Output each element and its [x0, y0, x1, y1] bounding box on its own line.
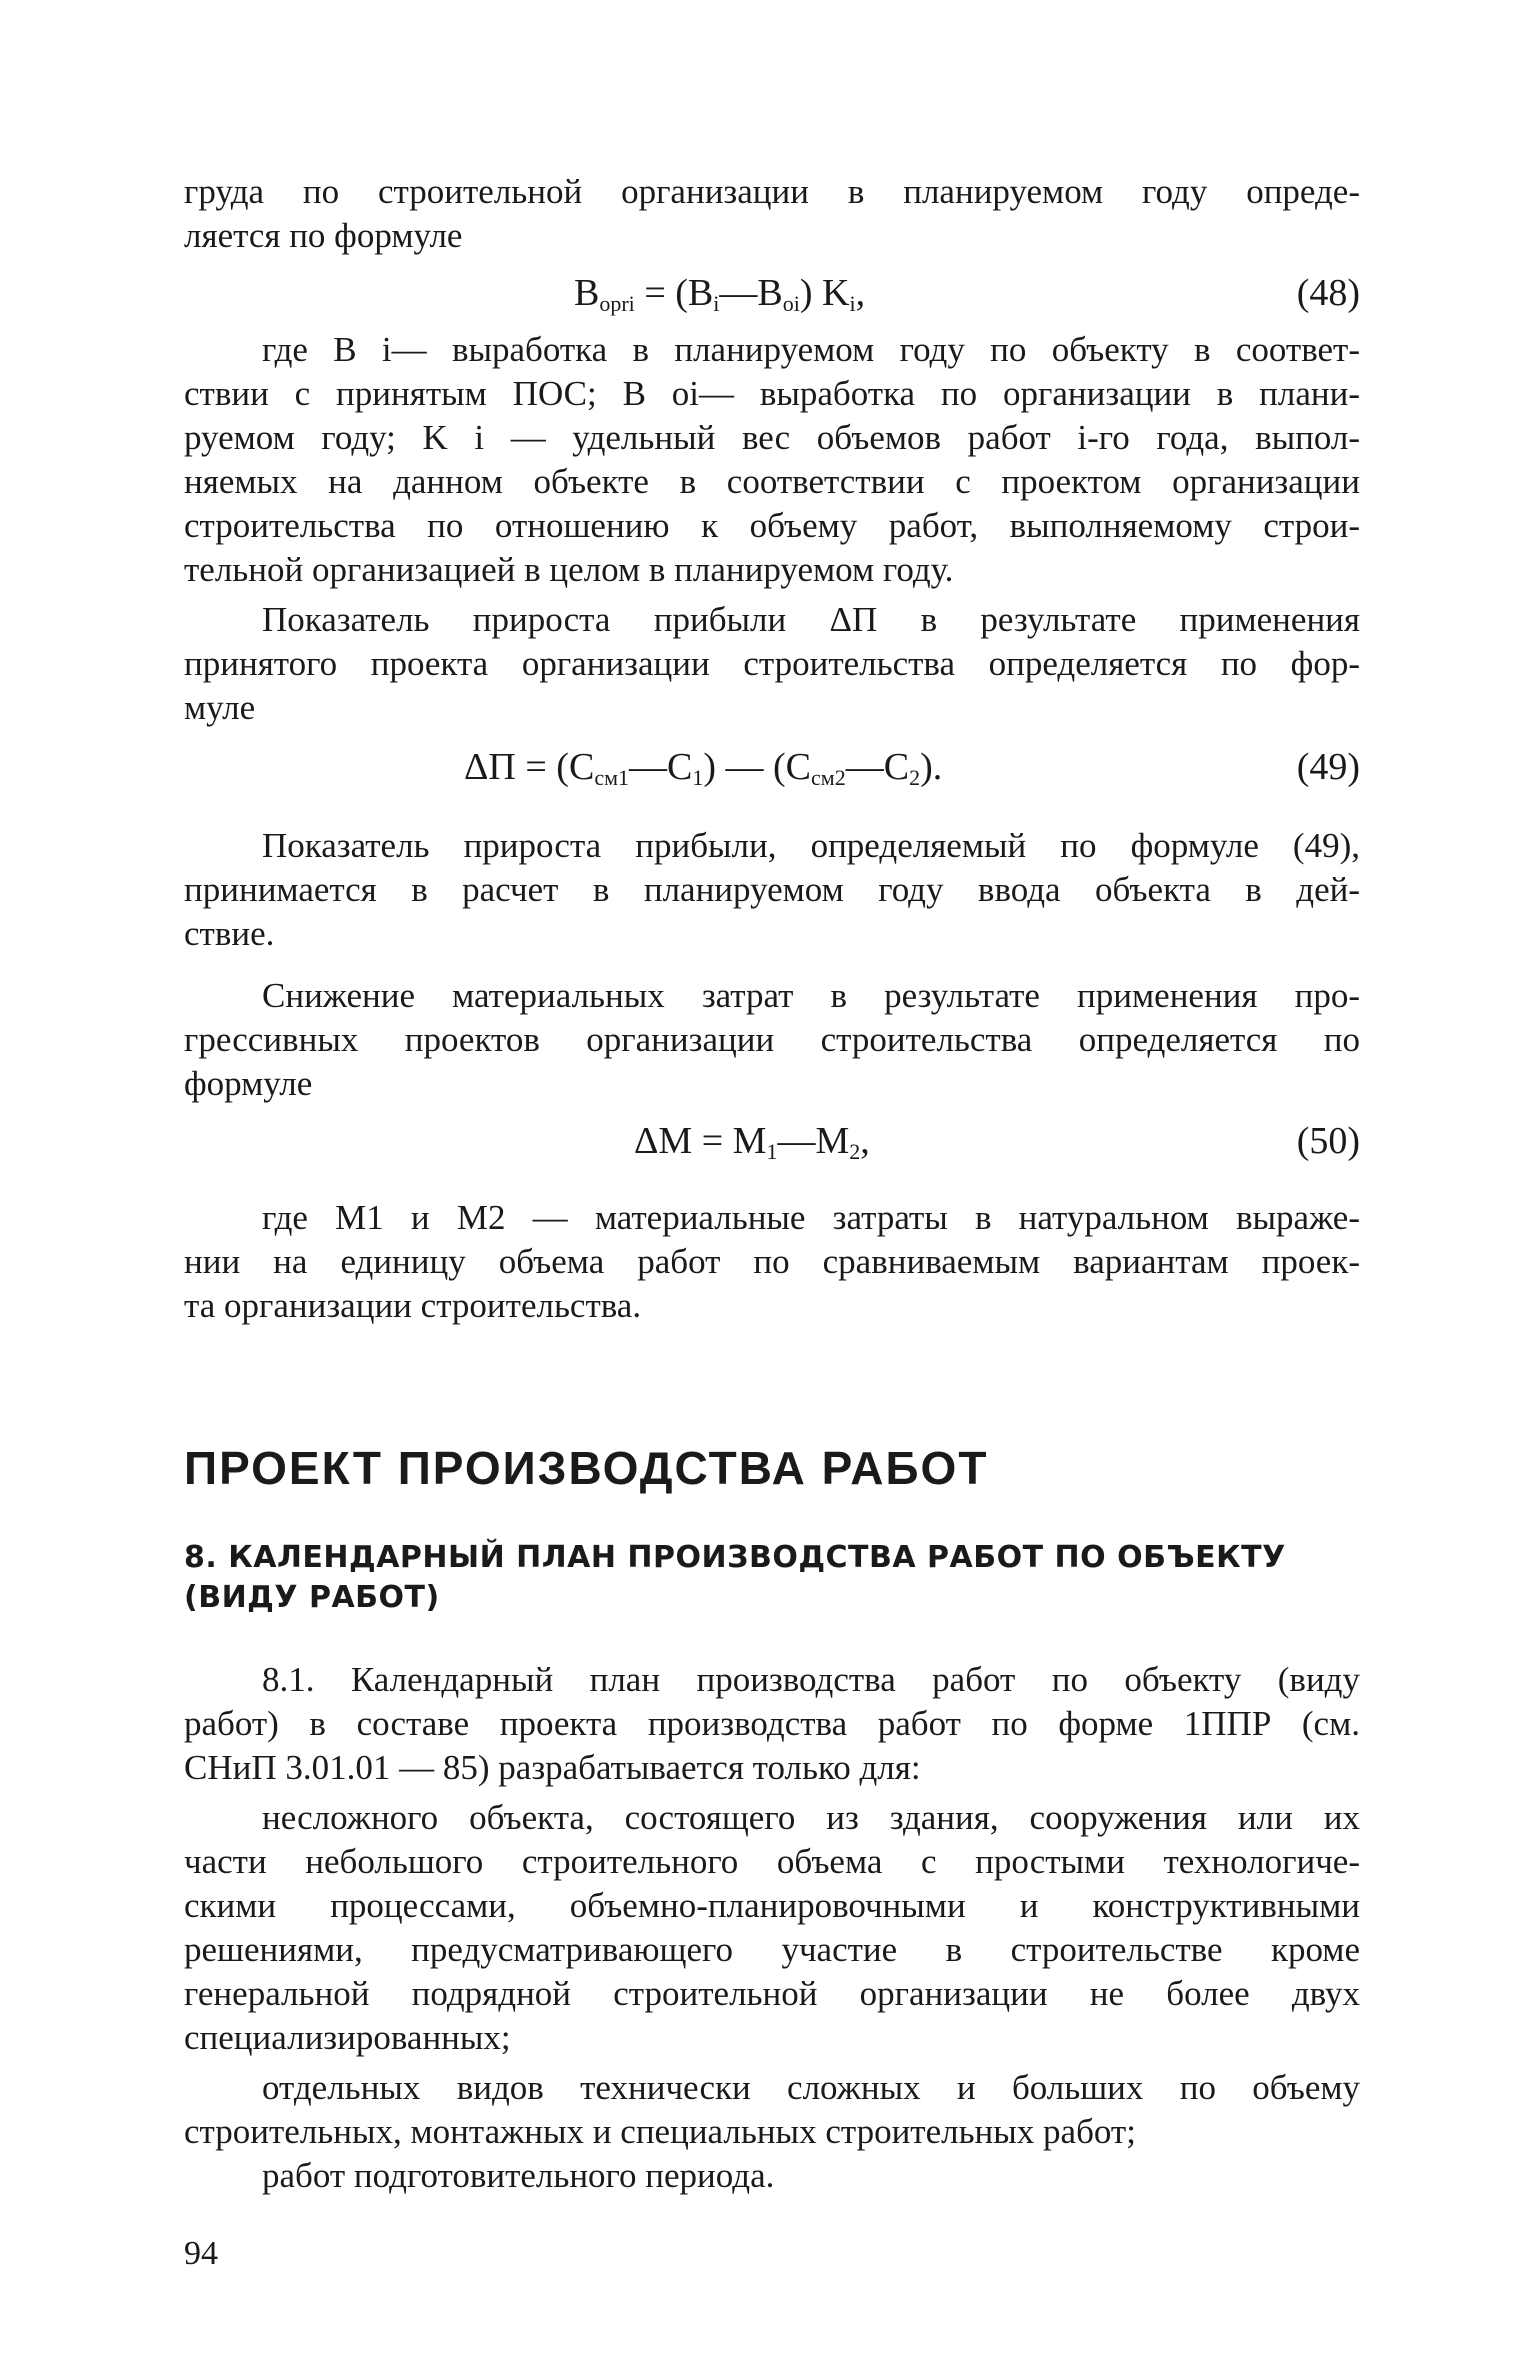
text-line: строительных, монтажных и специальных строительных работ;: [184, 2112, 1136, 2151]
page-body: [184, 170, 1360, 2274]
text-line: решениями, предусматривающего участие в строительстве кроме: [184, 1930, 1360, 1969]
subsection-title: [184, 1538, 1360, 1618]
text-line: грессивных проектов организации строительства определяется по: [184, 1020, 1360, 1059]
paragraph-profit-growth: [184, 598, 1360, 730]
text-line: где M1 и M2 — материальные затраты в натуральном выраже-: [262, 1198, 1360, 1237]
list-item-simple-object: [184, 1796, 1360, 2060]
text-line: принятого проекта организации строительства определяется по фор-: [184, 644, 1360, 683]
paragraph-intro: [184, 170, 1360, 258]
text-line: формуле: [184, 1064, 313, 1103]
text-line: ствии с принятым ПОС; B oi— выработка по организации в плани-: [184, 374, 1360, 413]
text-line: СНиП 3.01.01 — 85) разрабатывается только для:: [184, 1748, 921, 1787]
text-line: отдельных видов технически сложных и больших по объему: [262, 2068, 1360, 2107]
text-line: Показатель прироста прибыли ΔП в результате применения: [262, 600, 1360, 639]
formula-49: [184, 740, 1360, 794]
text-line: строительства по отношению к объему работ, выполняемому строи-: [184, 506, 1360, 545]
text-line: тельной организацией в целом в планируемом году.: [184, 550, 954, 589]
formula-48: [184, 266, 1360, 320]
paragraph-8-1: [184, 1658, 1360, 1790]
text-line: муле: [184, 688, 256, 727]
text-line: ляется по формуле: [184, 216, 463, 255]
text-line: принимается в расчет в планируемом году ввода объекта в дей-: [184, 870, 1360, 909]
text-line: специализированных;: [184, 2018, 511, 2057]
text-line: 8.1. Календарный план производства работ по объекту (виду: [262, 1660, 1360, 1699]
text-line: части небольшого строительного объема с простыми технологиче-: [184, 1842, 1360, 1881]
paragraph-material-definitions: [184, 1196, 1360, 1328]
text-line: руемом году; K i — удельный вес объемов работ i-го года, выпол-: [184, 418, 1360, 457]
paragraph-material-costs: [184, 974, 1360, 1106]
text-line: та организации строительства.: [184, 1286, 642, 1325]
text-line: груда по строительной организации в планируемом году опреде-: [184, 172, 1360, 211]
text-line: скими процессами, объемно-планировочными и конструктивными: [184, 1886, 1360, 1925]
formula-48-number: (48): [1296, 272, 1360, 314]
text-line: Показатель прироста прибыли, определяемый по формуле (49),: [262, 826, 1360, 865]
text-line: где B i— выработка в планируемом году по объекту в соответ-: [262, 330, 1360, 369]
formula-50-expression: $\Delta M = M_1—M_2$,: [634, 1120, 870, 1164]
text-line: Снижение материальных затрат в результате применения про-: [262, 976, 1360, 1015]
subsection-title-line: 8. КАЛЕНДАРНЫЙ ПЛАН ПРОИЗВОДСТВА РАБОТ ПО ОБЪЕКТУ: [184, 1540, 1286, 1575]
formula-49-expression: $\Delta П = (C_{см1}—C_1)$ — $(C_{см2}—C_2)$.: [464, 746, 943, 790]
paragraph-profit-note: [184, 824, 1360, 956]
text-line: няемых на данном объекте в соответствии с проектом организации: [184, 462, 1360, 501]
text-line: несложного объекта, состоящего из здания, сооружения или их: [262, 1798, 1360, 1837]
list-item-complex-works: [184, 2066, 1360, 2154]
formula-48-expression: $B_{opri}$ = $(B_i—B_{oi})$ $K_i$,: [574, 272, 866, 316]
page-number: 94: [184, 2235, 218, 2272]
subsection-title-line: (ВИДУ РАБОТ): [184, 1580, 440, 1615]
text-line: нии на единицу объема работ по сравниваемым вариантам проек-: [184, 1242, 1360, 1281]
list-item-preparatory: [184, 2154, 1360, 2198]
section-title: ПРОЕКТ ПРОИЗВОДСТВА РАБОТ: [184, 1442, 989, 1494]
text-line: генеральной подрядной строительной организации не более двух: [184, 1974, 1360, 2013]
text-line: работ) в составе проекта производства работ по форме 1ППР (см.: [184, 1704, 1360, 1743]
text-line: работ подготовительного периода.: [262, 2156, 775, 2195]
formula-49-number: (49): [1296, 746, 1360, 788]
formula-50: [184, 1114, 1360, 1168]
text-line: ствие.: [184, 914, 275, 953]
formula-50-number: (50): [1296, 1120, 1360, 1162]
paragraph-definitions: [184, 328, 1360, 592]
